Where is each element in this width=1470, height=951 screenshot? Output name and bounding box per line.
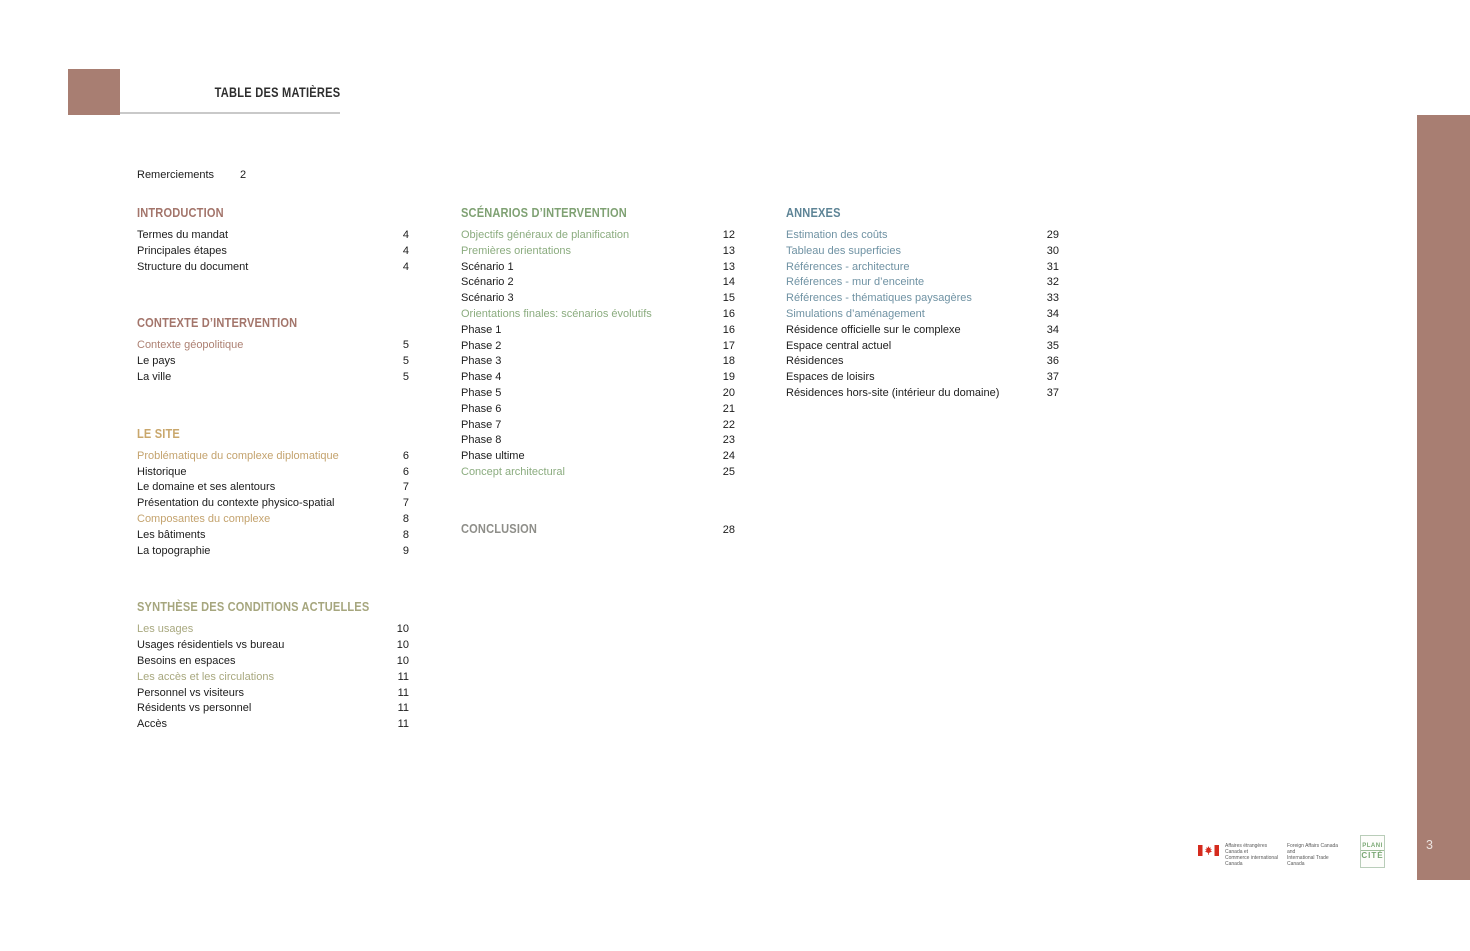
toc-entry	[461, 354, 735, 370]
toc-entry-label: Phase 2	[461, 339, 502, 352]
toc-entry	[786, 323, 1059, 339]
toc-entry	[137, 449, 409, 465]
toc-entry-page: 11	[397, 686, 409, 699]
canada-wordmark	[1198, 843, 1343, 867]
toc-entry-page: 25	[722, 465, 735, 478]
toc-entry-page: 8	[402, 512, 409, 525]
toc-entry	[137, 260, 409, 276]
toc-entry-label: Résidences	[786, 355, 844, 368]
toc-entry	[461, 244, 735, 260]
toc-entry-label: Références - thématiques paysagères	[786, 292, 972, 305]
toc-section	[137, 315, 409, 385]
title-rule	[120, 112, 340, 114]
toc-column-middle	[461, 205, 735, 576]
toc-entry-label: Phase ultime	[461, 450, 525, 463]
toc-entry-label: Phase 6	[461, 402, 502, 415]
toc-entry	[137, 654, 409, 670]
plani-cite-logo: PLANI CITÉ	[1360, 835, 1385, 868]
toc-entry-label: Références - mur d’enceinte	[786, 276, 925, 289]
toc-entry	[786, 386, 1059, 402]
toc-entry-label: Phase 4	[461, 371, 502, 384]
toc-entry	[461, 370, 735, 386]
toc-entry-page: 18	[722, 355, 735, 368]
toc-entry-label: La topographie	[137, 544, 211, 557]
toc-entry	[461, 275, 735, 291]
section-title: LE SITE	[137, 425, 180, 441]
toc-entry-label: Résidents vs personnel	[137, 702, 252, 715]
toc-entry-label: Principales étapes	[137, 244, 227, 257]
toc-entry-page: 10	[396, 639, 409, 652]
canada-flag-icon	[1198, 843, 1219, 854]
toc-entry-page: 4	[402, 260, 409, 273]
toc-entry	[137, 244, 409, 260]
toc-entry	[137, 701, 409, 717]
toc-entry-page: 13	[722, 244, 735, 257]
toc-entry-label: Structure du document	[137, 260, 249, 273]
toc-entry	[137, 465, 409, 481]
toc-entry-page: 33	[1046, 292, 1059, 305]
toc-entry-label: Les usages	[137, 623, 194, 636]
section-title: CONCLUSION	[461, 520, 537, 536]
toc-entry-label: Contexte géopolitique	[137, 339, 244, 352]
toc-entry-page: 5	[402, 370, 409, 383]
toc-entry-label: Résidence officielle sur le complexe	[786, 323, 961, 336]
toc-entry-page: 34	[1046, 307, 1059, 320]
toc-entry-page: 7	[402, 481, 409, 494]
toc-entry-label: Présentation du contexte physico-spatial	[137, 497, 335, 510]
toc-entry-page: 37	[1046, 386, 1059, 399]
toc-entry-label: Scénario 2	[461, 276, 514, 289]
toc-entry	[137, 228, 409, 244]
toc-entry-label: Les accès et les circulations	[137, 670, 274, 683]
toc-entry	[137, 338, 409, 354]
toc-entry-label: Problématique du complexe diplomatique	[137, 449, 339, 462]
toc-entry-label: Le domaine et ses alentours	[137, 481, 276, 494]
toc-entry	[137, 528, 409, 544]
toc-entry-label: Phase 5	[461, 386, 502, 399]
toc-entry-page: 23	[722, 434, 735, 447]
toc-entry	[786, 228, 1059, 244]
toc-entry-page: 37	[1046, 371, 1059, 384]
toc-entry-page: 10	[396, 654, 409, 667]
toc-entry-label: La ville	[137, 370, 172, 383]
section-page-number: 28	[722, 523, 735, 536]
section-title: CONTEXTE D’INTERVENTION	[137, 315, 298, 331]
toc-entry-page: 19	[722, 371, 735, 384]
toc-entry	[137, 622, 409, 638]
toc-entry-label: Historique	[137, 465, 187, 478]
toc-entry-page: 5	[402, 355, 409, 368]
toc-entry	[786, 260, 1059, 276]
toc-entry-page: 9	[402, 544, 409, 557]
section-title: ANNEXES	[786, 205, 841, 220]
toc-column-right	[786, 205, 1059, 442]
toc-entry	[137, 496, 409, 512]
toc-entry-page: 20	[722, 386, 735, 399]
toc-entry	[461, 323, 735, 339]
toc-entry	[461, 465, 735, 481]
toc-entry-page: 22	[722, 418, 735, 431]
toc-entry	[461, 433, 735, 449]
toc-entry-page: 6	[402, 449, 409, 462]
toc-section	[137, 599, 409, 733]
toc-entry-page: 35	[1046, 339, 1059, 352]
canada-wordmark-en: Foreign Affairs Canada and International Trade Canada	[1287, 843, 1339, 867]
toc-entry	[786, 307, 1059, 323]
toc-entry	[461, 307, 735, 323]
toc-section	[137, 426, 409, 560]
page-title: TABLE DES MATIÈRES	[214, 85, 340, 100]
toc-entry	[137, 670, 409, 686]
page-number: 3	[1426, 838, 1433, 852]
toc-entry-label: Objectifs généraux de planification	[461, 229, 630, 241]
toc-entry	[461, 291, 735, 307]
toc-entry-label: Termes du mandat	[137, 229, 229, 241]
toc-entry-label: Personnel vs visiteurs	[137, 686, 244, 699]
toc-entry-page: 8	[402, 528, 409, 541]
toc-entry	[461, 339, 735, 355]
toc-entry-label: Phase 8	[461, 434, 502, 447]
toc-entry-label: Concept architectural	[461, 465, 565, 478]
toc-entry-page: 17	[722, 339, 735, 352]
toc-section	[461, 521, 735, 536]
toc-section	[786, 205, 1059, 402]
toc-entry-page: 29	[1046, 229, 1059, 241]
toc-entry-label: Besoins en espaces	[137, 654, 236, 667]
page-title-wrap	[120, 84, 340, 102]
toc-entry-page: 21	[722, 402, 735, 415]
toc-entry	[461, 260, 735, 276]
toc-entry-label: Résidences hors-site (intérieur du domaine)	[786, 386, 1000, 399]
toc-section	[137, 205, 409, 275]
toc-entry-page: 16	[722, 323, 735, 336]
toc-column-left	[137, 205, 409, 773]
toc-entry-label: Phase 1	[461, 323, 502, 336]
toc-entry	[461, 386, 735, 402]
section-title: SCÉNARIOS D’INTERVENTION	[461, 205, 627, 220]
remerciements-label: Remerciements	[137, 169, 215, 181]
toc-entry-page: 31	[1046, 260, 1059, 273]
toc-entry-page: 11	[397, 718, 409, 731]
section-title: SYNTHÈSE DES CONDITIONS ACTUELLES	[137, 599, 370, 615]
toc-entry-page: 15	[722, 292, 735, 305]
toc-entry-label: Scénario 3	[461, 292, 514, 305]
toc-entry-page: 10	[396, 623, 409, 636]
toc-entry-page: 7	[402, 497, 409, 510]
toc-entry-page: 34	[1046, 323, 1059, 336]
toc-entry	[461, 418, 735, 434]
toc-entry	[137, 544, 409, 560]
toc-entry-page: 6	[402, 465, 409, 478]
toc-entry-label: Références - architecture	[786, 260, 910, 273]
toc-entry-label: Espaces de loisirs	[786, 371, 875, 384]
toc-entry-page: 30	[1046, 244, 1059, 257]
toc-entry	[137, 480, 409, 496]
toc-entry-page: 11	[397, 670, 409, 683]
toc-entry-label: Composantes du complexe	[137, 512, 271, 525]
toc-entry-label: Premières orientations	[461, 244, 572, 257]
toc-entry-page: 13	[722, 260, 735, 273]
toc-entry-page: 4	[402, 229, 409, 241]
toc-entry-label: Scénario 1	[461, 260, 514, 273]
toc-entry	[137, 512, 409, 528]
toc-entry	[137, 370, 409, 386]
toc-section	[461, 205, 735, 481]
toc-entry	[461, 449, 735, 465]
toc-entry-page: 32	[1046, 276, 1059, 289]
toc-entry-page: 4	[402, 244, 409, 257]
remerciements-page: 2	[240, 169, 247, 181]
toc-entry-page: 14	[722, 276, 735, 289]
toc-entry	[786, 370, 1059, 386]
toc-entry-label: Estimation des coûts	[786, 229, 888, 241]
toc-entry-label: Les bâtiments	[137, 528, 206, 541]
canada-wordmark-fr: Affaires étrangères Canada et Commerce international Canada	[1225, 843, 1279, 867]
toc-entry-label: Le pays	[137, 355, 176, 368]
toc-entry-label: Tableau des superficies	[786, 244, 901, 257]
toc-entry-label: Espace central actuel	[786, 339, 892, 352]
toc-entry-page: 36	[1046, 355, 1059, 368]
toc-entry	[137, 354, 409, 370]
section-title: INTRODUCTION	[137, 205, 224, 220]
toc-entry-page: 12	[722, 229, 735, 241]
toc-entry	[786, 339, 1059, 355]
toc-entry	[786, 291, 1059, 307]
toc-entry-page: 11	[397, 702, 409, 715]
toc-entry-page: 5	[402, 339, 409, 352]
toc-entry-label: Phase 7	[461, 418, 502, 431]
header-accent-square	[68, 69, 120, 115]
remerciements-row	[137, 168, 409, 183]
toc-entry-label: Simulations d’aménagement	[786, 307, 925, 320]
toc-entry-page: 24	[722, 450, 735, 463]
toc-entry	[461, 228, 735, 244]
toc-entry-label: Phase 3	[461, 355, 502, 368]
toc-entry-label: Accès	[137, 718, 167, 731]
toc-entry	[786, 244, 1059, 260]
toc-entry	[137, 638, 409, 654]
toc-entry	[786, 275, 1059, 291]
toc-entry	[137, 686, 409, 702]
toc-entry	[786, 354, 1059, 370]
toc-entry-page: 16	[722, 307, 735, 320]
toc-entry-label: Orientations finales: scénarios évolutifs	[461, 307, 652, 320]
toc-entry	[137, 717, 409, 733]
toc-entry-label: Usages résidentiels vs bureau	[137, 639, 285, 652]
side-page-bar	[1417, 115, 1470, 880]
toc-entry	[461, 402, 735, 418]
